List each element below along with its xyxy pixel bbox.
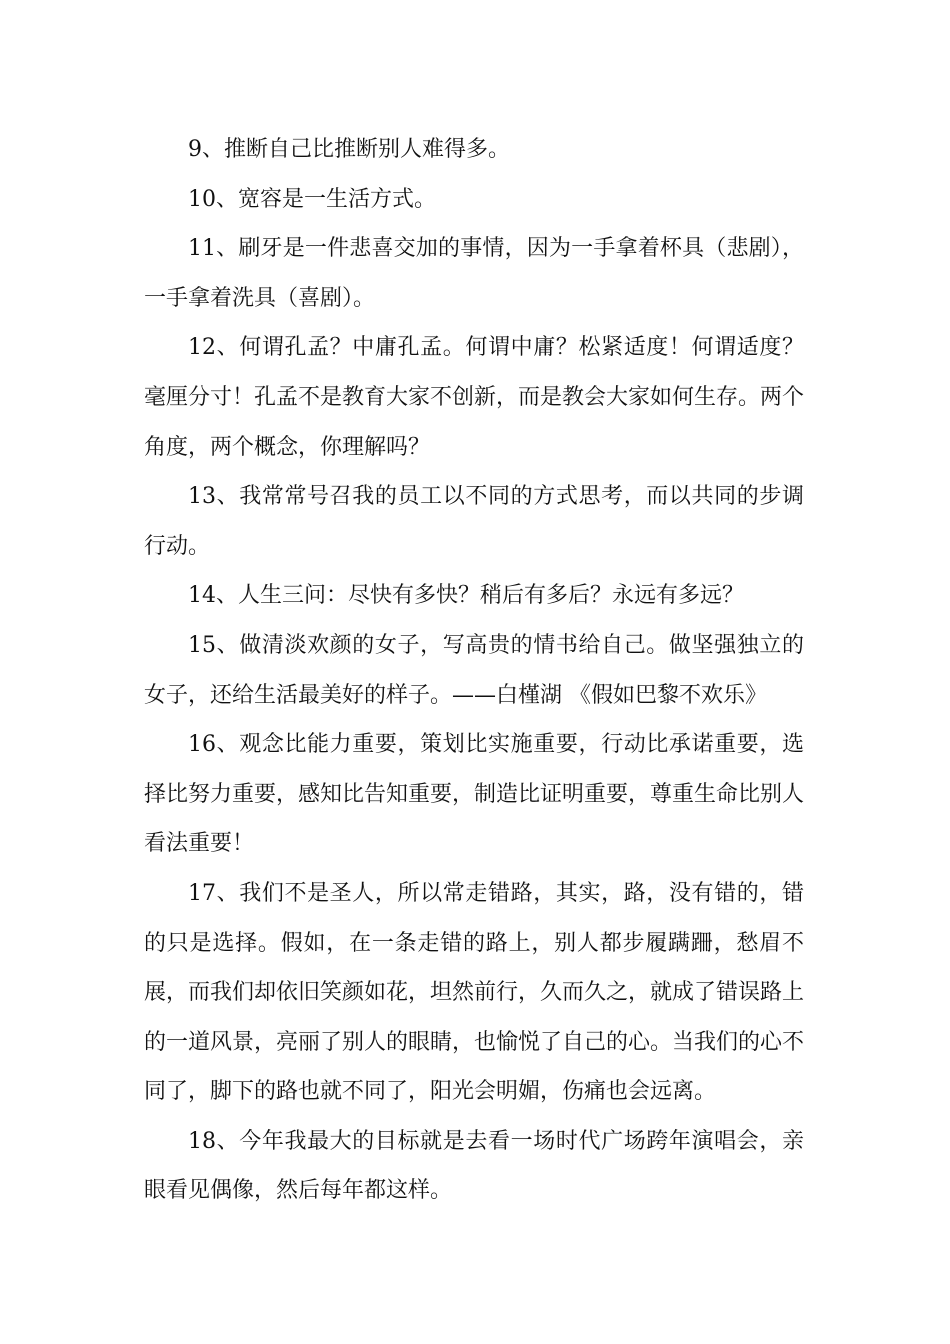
paragraph-14: 14、人生三问：尽快有多快？稍后有多后？永远有多远？ <box>188 583 744 609</box>
paragraph-18: 18、今年我最大的目标就是去看一场时代广场跨年演唱会，亲眼看见偶像，然后每年都这样。 <box>144 1128 804 1204</box>
paragraph-9: 9、推断自己比推断别人难得多。 <box>188 137 510 162</box>
paragraph-16: 16、观念比能力重要，策划比实施重要，行动比承诺重要，选择比努力重要，感知比告知重要，制造比证明重要，尊重生命比别人看法重要！ <box>144 732 805 857</box>
document-body <box>144 125 804 1216</box>
paragraph-12: 12、何谓孔孟？中庸孔孟。何谓中庸？松紧适度！何谓适度？毫厘分寸！孔孟不是教育大家不创新，而是教会大家如何生存。两个角度，两个概念，你理解吗？ <box>144 335 805 460</box>
paragraph-10: 10、宽容是一生活方式。 <box>188 186 436 212</box>
paragraph-15: 15、做清淡欢颜的女子，写高贵的情书给自己。做坚强独立的女子，还给生活最美好的样子。——白槿湖 《假如巴黎不欢乐》 <box>144 632 804 708</box>
paragraph-11: 11、刷牙是一件悲喜交加的事情，因为一手拿着杯具（悲剧），一手拿着洗具（喜剧）。 <box>144 236 804 311</box>
paragraph-17: 17、我们不是圣人，所以常走错路，其实，路，没有错的，错的只是选择。假如，在一条走错的路上，别人都步履蹒跚，愁眉不展，而我们却依旧笑颜如花，坦然前行，久而久之，就成了错误路上的一道风景，亮丽了别人的眼睛，也愉悦了自己的心。当我们的心不同了，脚下的路也就不同了，阳光会明媚，伤痛也会远离。 <box>144 880 805 1105</box>
paragraph-13: 13、我常常号召我的员工以不同的方式思考，而以共同的步调行动。 <box>144 484 804 559</box>
